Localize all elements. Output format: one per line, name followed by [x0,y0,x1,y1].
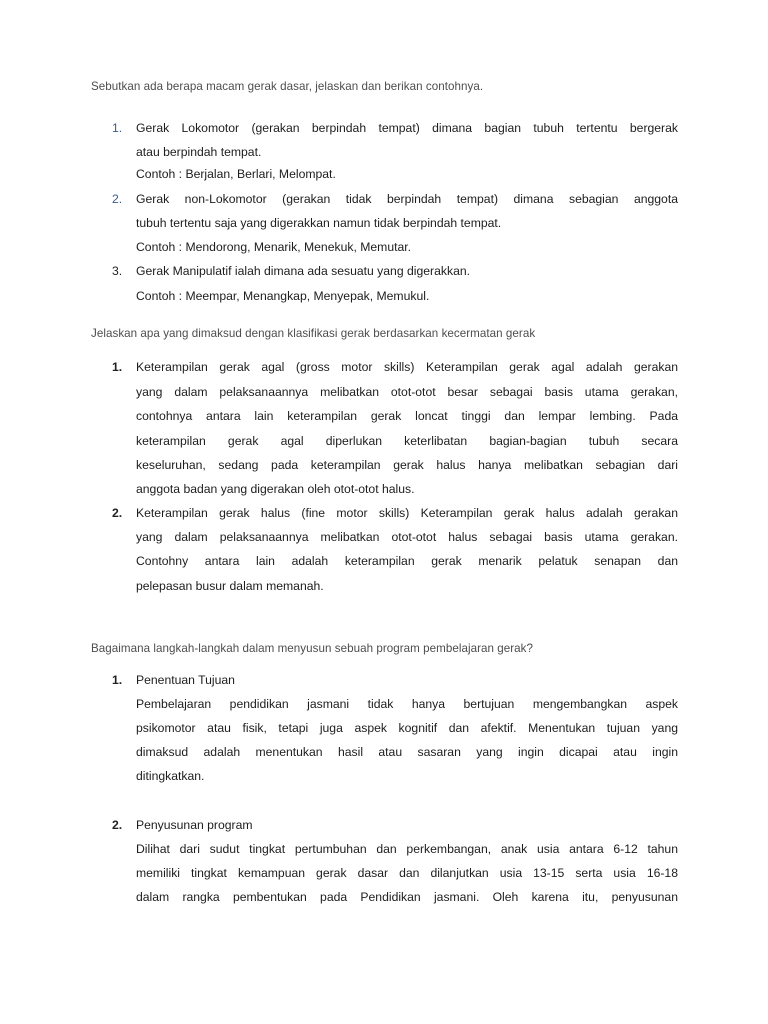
list-number: 1. [112,360,123,374]
list-item-line: pelepasan busur dalam memanah. [136,579,324,593]
list-item-line: anggota badan yang digerakan oleh otot-otot halus. [136,482,415,496]
question-3: Bagaimana langkah-langkah dalam menyusun sebuah program pembelajaran gerak? [91,642,534,655]
list-item-line: atau berpindah tempat. [136,145,262,159]
question-1: Sebutkan ada berapa macam gerak dasar, jelaskan dan berikan contohnya. [91,80,484,93]
list-item-line: keseluruhan, sedang pada keterampilan gerak halus hanya melibatkan sebagian dari [136,458,678,472]
list-number: 2. [112,192,123,206]
list-item-line: psikomotor atau fisik, tetapi juga aspek kognitif dan afektif. Menentukan tujuan yang [136,721,678,735]
list-number: 1. [112,673,123,687]
list-item-heading: Penyusunan program [136,818,253,832]
list-item-line: Pembelajaran pendidikan jasmani tidak hanya bertujuan mengembangkan aspek [136,697,678,711]
list-item-line: Keterampilan gerak agal (gross motor skills) Keterampilan gerak agal adalah gerakan [136,360,678,374]
list-item-line: Gerak Manipulatif ialah dimana ada sesuatu yang digerakkan. [136,264,471,278]
question-2: Jelaskan apa yang dimaksud dengan klasifikasi gerak berdasarkan kecermatan gerak [91,327,536,340]
list-item-heading: Penentuan Tujuan [136,673,235,687]
list-number: 3. [112,264,123,278]
list-item-line: contohnya antara lain keterampilan gerak loncat tinggi dan lempar lembing. Pada [136,409,678,423]
list-item-line: yang dalam pelaksanaannya melibatkan otot-otot besar sebagai basis utama gerakan, [136,385,678,399]
list-number: 2. [112,506,123,520]
list-number: 1. [112,121,123,135]
list-item-line: Gerak Lokomotor (gerakan berpindah tempat) dimana bagian tubuh tertentu bergerak [136,121,678,135]
list-item-line: ditingkatkan. [136,769,205,783]
list-item-line: Contoh : Meempar, Menangkap, Menyepak, Memukul. [136,289,430,303]
list-item-line: Contoh : Mendorong, Menarik, Menekuk, Memutar. [136,240,412,254]
list-item-line: yang dalam pelaksanaannya melibatkan otot-otot halus sebagai basis utama gerakan. [136,530,678,544]
list-item-line: Contoh : Berjalan, Berlari, Melompat. [136,167,336,181]
list-item-line: memiliki tingkat kemampuan gerak dasar dan dilanjutkan usia 13-15 serta usia 16-18 [136,866,678,880]
list-item-line: dalam rangka pembentukan pada Pendidikan jasmani. Oleh karena itu, penyusunan [136,890,678,904]
list-item-line: Contohny antara lain adalah keterampilan gerak menarik pelatuk senapan dan [136,554,678,568]
list-item-line: Dilihat dari sudut tingkat pertumbuhan dan perkembangan, anak usia antara 6-12 tahun [136,842,678,856]
list-item-line: Keterampilan gerak halus (fine motor skills) Keterampilan gerak halus adalah gerakan [136,506,678,520]
list-item-line: keterampilan gerak agal diperlukan keterlibatan bagian-bagian tubuh secara [136,434,678,448]
list-number: 2. [112,818,123,832]
list-item-line: tubuh tertentu saja yang digerakkan namun tidak berpindah tempat. [136,216,502,230]
list-item-line: dimaksud adalah menentukan hasil atau sasaran yang ingin dicapai atau ingin [136,745,678,759]
list-item-line: Gerak non-Lokomotor (gerakan tidak berpindah tempat) dimana sebagian anggota [136,192,678,206]
